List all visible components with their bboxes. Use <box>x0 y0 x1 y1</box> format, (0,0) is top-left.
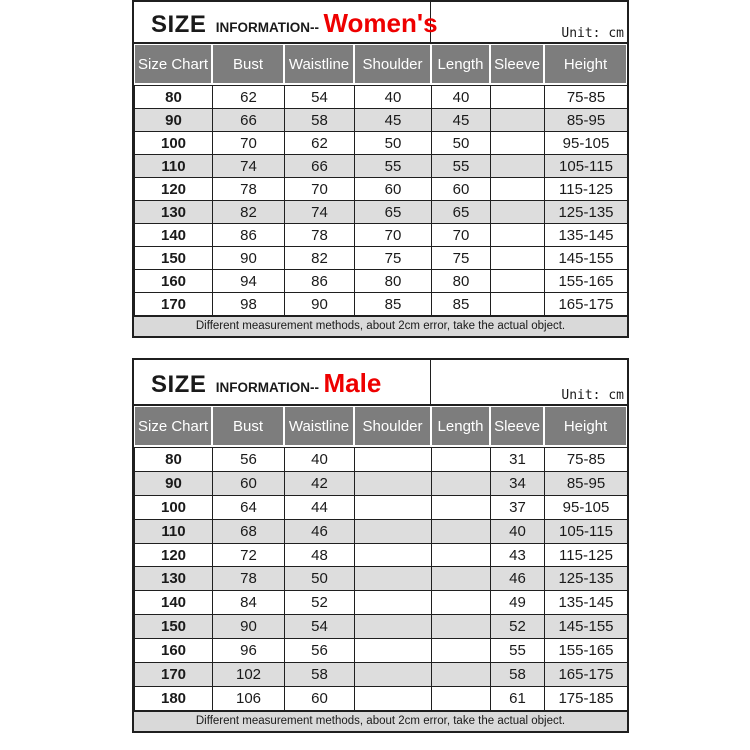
value-cell: 50 <box>285 567 355 591</box>
value-cell: 135-145 <box>545 224 628 247</box>
value-cell: 86 <box>213 224 285 247</box>
value-cell: 56 <box>285 639 355 663</box>
table-row <box>135 615 628 639</box>
title-group-label: Male <box>323 368 382 398</box>
table-row <box>135 543 628 567</box>
value-cell: 44 <box>285 495 355 519</box>
table-row <box>135 519 628 543</box>
unit-label: Unit: cm <box>561 26 624 41</box>
value-cell: 31 <box>491 448 545 472</box>
value-cell: 105-115 <box>545 519 628 543</box>
male-measurement-note: Different measurement methods, about 2cm error, take the actual object. <box>134 711 627 731</box>
value-cell: 60 <box>355 178 432 201</box>
value-cell: 46 <box>285 519 355 543</box>
value-cell: 66 <box>213 109 285 132</box>
male-size-table <box>132 358 629 733</box>
value-cell: 65 <box>432 201 491 224</box>
value-cell: 80 <box>432 270 491 293</box>
value-cell: 85 <box>432 293 491 316</box>
column-header-shoulder: Shoulder <box>354 407 431 445</box>
column-header-shoulder: Shoulder <box>354 45 431 83</box>
value-cell: 75-85 <box>545 448 628 472</box>
male-table-body <box>135 448 628 711</box>
value-cell: 175-185 <box>545 686 628 710</box>
value-cell <box>355 543 432 567</box>
value-cell <box>491 155 545 178</box>
value-cell: 85 <box>355 293 432 316</box>
value-cell: 70 <box>355 224 432 247</box>
value-cell <box>355 686 432 710</box>
value-cell <box>355 615 432 639</box>
table-row <box>135 471 628 495</box>
value-cell: 125-135 <box>545 201 628 224</box>
table-row <box>135 686 628 710</box>
value-cell: 145-155 <box>545 615 628 639</box>
value-cell: 42 <box>285 471 355 495</box>
value-cell: 56 <box>213 448 285 472</box>
size-cell: 150 <box>135 615 213 639</box>
value-cell: 49 <box>491 591 545 615</box>
womens-measurement-note: Different measurement methods, about 2cm error, take the actual object. <box>134 316 627 336</box>
table-row <box>135 109 628 132</box>
value-cell: 48 <box>285 543 355 567</box>
value-cell <box>355 639 432 663</box>
size-cell: 80 <box>135 448 213 472</box>
value-cell: 34 <box>491 471 545 495</box>
table-row <box>135 448 628 472</box>
size-cell: 110 <box>135 155 213 178</box>
table-row <box>135 495 628 519</box>
value-cell <box>355 448 432 472</box>
value-cell: 72 <box>213 543 285 567</box>
value-cell <box>432 567 491 591</box>
value-cell <box>355 567 432 591</box>
value-cell <box>432 686 491 710</box>
value-cell: 43 <box>491 543 545 567</box>
value-cell: 75 <box>355 247 432 270</box>
table-row <box>135 201 628 224</box>
size-cell: 130 <box>135 201 213 224</box>
value-cell: 95-105 <box>545 132 628 155</box>
value-cell: 90 <box>213 247 285 270</box>
value-cell: 85-95 <box>545 471 628 495</box>
value-cell <box>432 663 491 687</box>
value-cell: 55 <box>491 639 545 663</box>
table-row <box>135 155 628 178</box>
value-cell <box>355 471 432 495</box>
value-cell: 64 <box>213 495 285 519</box>
male-column-headers <box>134 406 627 447</box>
value-cell: 60 <box>285 686 355 710</box>
value-cell: 84 <box>213 591 285 615</box>
value-cell <box>355 591 432 615</box>
value-cell <box>432 543 491 567</box>
value-cell: 58 <box>491 663 545 687</box>
value-cell <box>491 178 545 201</box>
value-cell: 145-155 <box>545 247 628 270</box>
table-row <box>135 247 628 270</box>
male-size-grid <box>134 447 628 711</box>
value-cell: 78 <box>213 567 285 591</box>
table-row <box>135 293 628 316</box>
table-row <box>135 270 628 293</box>
size-cell: 170 <box>135 293 213 316</box>
size-cell: 90 <box>135 471 213 495</box>
value-cell: 155-165 <box>545 270 628 293</box>
value-cell: 60 <box>213 471 285 495</box>
table-row <box>135 663 628 687</box>
column-header-length: Length <box>431 407 490 445</box>
value-cell: 86 <box>285 270 355 293</box>
value-cell: 52 <box>491 615 545 639</box>
value-cell: 90 <box>213 615 285 639</box>
value-cell: 62 <box>285 132 355 155</box>
value-cell <box>491 270 545 293</box>
value-cell <box>432 448 491 472</box>
womens-unit-box <box>431 2 627 42</box>
value-cell: 82 <box>213 201 285 224</box>
value-cell: 37 <box>491 495 545 519</box>
value-cell <box>432 471 491 495</box>
value-cell: 40 <box>491 519 545 543</box>
size-cell: 90 <box>135 109 213 132</box>
womens-title-row <box>134 2 627 44</box>
value-cell: 74 <box>285 201 355 224</box>
value-cell: 70 <box>432 224 491 247</box>
value-cell: 50 <box>355 132 432 155</box>
value-cell: 46 <box>491 567 545 591</box>
value-cell <box>432 519 491 543</box>
value-cell <box>491 109 545 132</box>
value-cell: 61 <box>491 686 545 710</box>
column-header-length: Length <box>431 45 490 83</box>
table-row <box>135 86 628 109</box>
value-cell: 82 <box>285 247 355 270</box>
value-cell: 85-95 <box>545 109 628 132</box>
size-cell: 110 <box>135 519 213 543</box>
size-cell: 180 <box>135 686 213 710</box>
value-cell: 135-145 <box>545 591 628 615</box>
value-cell: 95-105 <box>545 495 628 519</box>
value-cell: 55 <box>355 155 432 178</box>
title-size-label: SIZE <box>151 11 207 38</box>
size-cell: 120 <box>135 178 213 201</box>
value-cell: 78 <box>213 178 285 201</box>
size-cell: 100 <box>135 132 213 155</box>
value-cell: 75-85 <box>545 86 628 109</box>
value-cell: 45 <box>355 109 432 132</box>
value-cell: 115-125 <box>545 178 628 201</box>
value-cell <box>432 639 491 663</box>
value-cell: 155-165 <box>545 639 628 663</box>
title-info-label: INFORMATION-- <box>215 380 320 395</box>
size-cell: 130 <box>135 567 213 591</box>
male-unit-box <box>431 360 627 404</box>
value-cell <box>491 132 545 155</box>
value-cell <box>355 663 432 687</box>
size-cell: 170 <box>135 663 213 687</box>
womens-column-headers <box>134 44 627 85</box>
value-cell <box>432 615 491 639</box>
size-cell: 140 <box>135 224 213 247</box>
size-cell: 80 <box>135 86 213 109</box>
value-cell: 40 <box>355 86 432 109</box>
column-header-waistline: Waistline <box>284 407 354 445</box>
title-info-label: INFORMATION-- <box>215 20 320 35</box>
title-size-label: SIZE <box>151 371 207 398</box>
womens-title <box>134 2 438 42</box>
value-cell: 58 <box>285 109 355 132</box>
column-header-waistline: Waistline <box>284 45 354 83</box>
value-cell: 55 <box>432 155 491 178</box>
value-cell: 115-125 <box>545 543 628 567</box>
value-cell: 70 <box>285 178 355 201</box>
size-cell: 150 <box>135 247 213 270</box>
value-cell: 70 <box>213 132 285 155</box>
value-cell <box>432 495 491 519</box>
male-title-row <box>134 360 627 406</box>
value-cell: 40 <box>432 86 491 109</box>
column-header-size-chart: Size Chart <box>134 45 212 83</box>
table-row <box>135 591 628 615</box>
value-cell: 68 <box>213 519 285 543</box>
value-cell: 52 <box>285 591 355 615</box>
table-row <box>135 224 628 247</box>
value-cell: 94 <box>213 270 285 293</box>
column-header-size-chart: Size Chart <box>134 407 212 445</box>
value-cell <box>355 495 432 519</box>
size-cell: 160 <box>135 270 213 293</box>
column-header-sleeve: Sleeve <box>490 45 544 83</box>
womens-size-grid <box>134 85 628 316</box>
unit-label: Unit: cm <box>561 388 624 403</box>
value-cell: 54 <box>285 615 355 639</box>
value-cell: 125-135 <box>545 567 628 591</box>
value-cell: 90 <box>285 293 355 316</box>
value-cell: 96 <box>213 639 285 663</box>
table-row <box>135 132 628 155</box>
table-row <box>135 178 628 201</box>
column-header-bust: Bust <box>212 407 284 445</box>
value-cell: 80 <box>355 270 432 293</box>
column-header-height: Height <box>544 407 627 445</box>
value-cell <box>355 519 432 543</box>
value-cell: 165-175 <box>545 293 628 316</box>
value-cell: 40 <box>285 448 355 472</box>
value-cell: 106 <box>213 686 285 710</box>
value-cell <box>491 86 545 109</box>
title-group-label: Women's <box>323 8 438 38</box>
size-cell: 120 <box>135 543 213 567</box>
value-cell: 58 <box>285 663 355 687</box>
value-cell <box>491 201 545 224</box>
size-cell: 160 <box>135 639 213 663</box>
value-cell: 60 <box>432 178 491 201</box>
size-cell: 100 <box>135 495 213 519</box>
value-cell: 102 <box>213 663 285 687</box>
size-cell: 140 <box>135 591 213 615</box>
value-cell: 105-115 <box>545 155 628 178</box>
value-cell: 54 <box>285 86 355 109</box>
value-cell <box>491 293 545 316</box>
value-cell: 98 <box>213 293 285 316</box>
womens-size-table <box>132 0 629 338</box>
value-cell <box>491 247 545 270</box>
male-title <box>134 360 431 404</box>
value-cell: 50 <box>432 132 491 155</box>
value-cell: 66 <box>285 155 355 178</box>
value-cell: 78 <box>285 224 355 247</box>
womens-table-body <box>135 86 628 316</box>
value-cell: 165-175 <box>545 663 628 687</box>
value-cell: 45 <box>432 109 491 132</box>
table-row <box>135 639 628 663</box>
value-cell <box>491 224 545 247</box>
column-header-height: Height <box>544 45 627 83</box>
table-row <box>135 567 628 591</box>
value-cell: 74 <box>213 155 285 178</box>
column-header-bust: Bust <box>212 45 284 83</box>
value-cell: 62 <box>213 86 285 109</box>
column-header-sleeve: Sleeve <box>490 407 544 445</box>
value-cell: 75 <box>432 247 491 270</box>
value-cell: 65 <box>355 201 432 224</box>
value-cell <box>432 591 491 615</box>
